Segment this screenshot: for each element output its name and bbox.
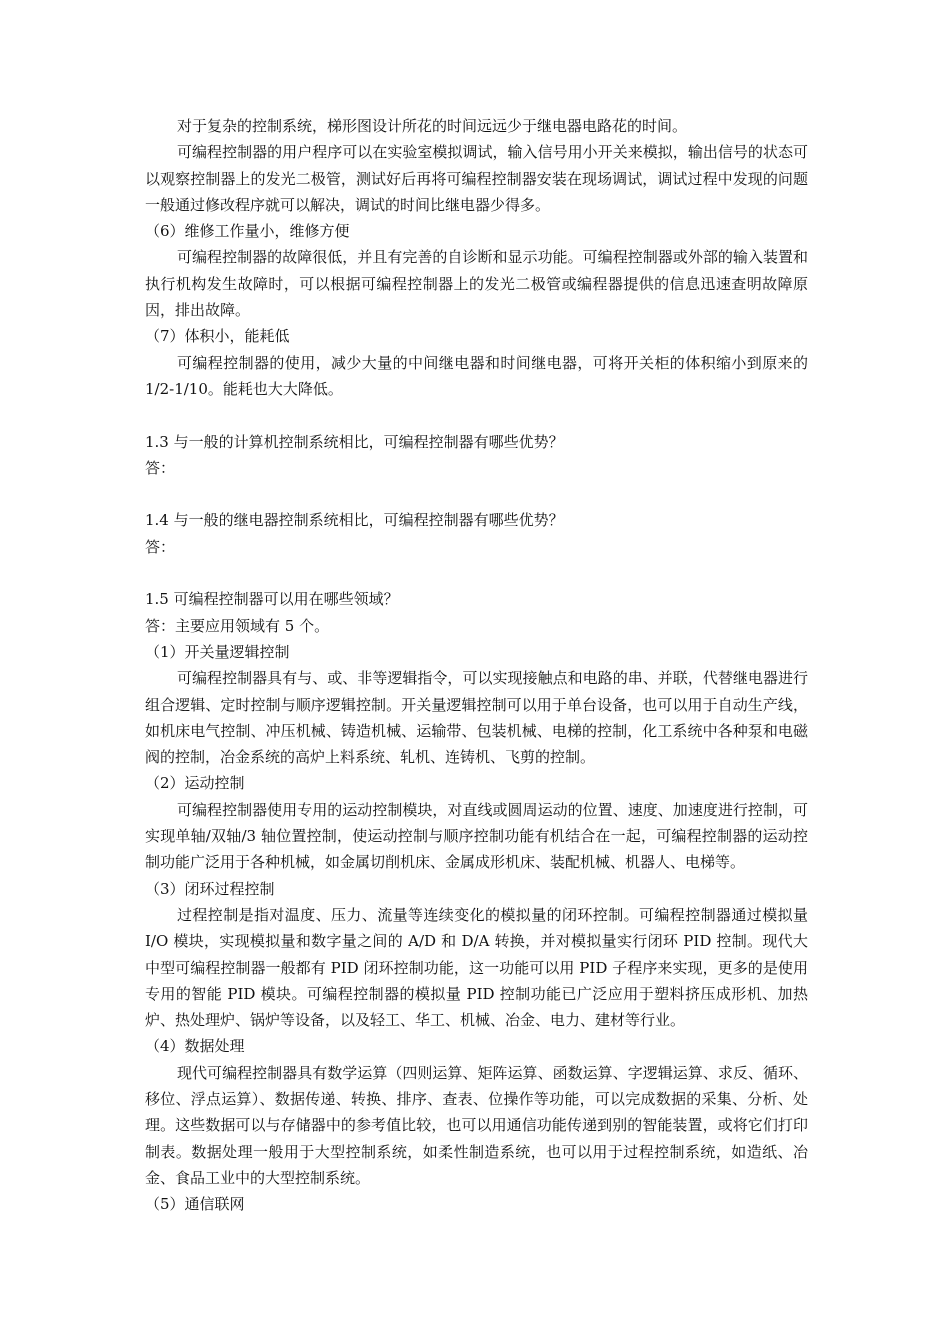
paragraph-logic-control: 可编程控制器具有与、或、非等逻辑指令，可以实现接触点和电路的串、并联，代替继电器进行组合逻辑、定时控制与顺序逻辑控制。开关量逻辑控制可以用于单台设备，也可以用于自动生产线，如机床电气控制、冲压机械、铸造机械、运输带、包装机械、电梯的控制，化工系统中各种泵和电磁阀的控制，冶金系统的高炉上料系统、轧机、连铸机、飞剪的控制。: [145, 669, 808, 767]
paragraph-lab-simulation-debug: 可编程控制器的用户程序可以在实验室模拟调试，输入信号用小开关来模拟，输出信号的状态可以观察控制器上的发光二极管，测试好后再将可编程控制器安装在现场调试，调试过程中发现的问题一般通过修改程序就可以解决，调试的时间比继电器少得多。: [145, 143, 808, 214]
heading-process-control: （3）闭环过程控制: [145, 879, 275, 898]
paragraph-size-reduction: 可编程控制器的使用，减少大量的中间继电器和时间继电器，可将开关柜的体积缩小到原来的 1/2-1/10。能耗也大大降低。: [145, 353, 808, 398]
question-1-5: 1.5 可编程控制器可以用在哪些领域？: [145, 590, 399, 609]
heading-logic-control: （1）开关量逻辑控制: [145, 642, 290, 661]
paragraph-ladder-design-time: 对于复杂的控制系统，梯形图设计所花的时间远远少于继电器电路花的时间。: [177, 117, 688, 135]
blank-line: [145, 481, 808, 507]
blank-line: [145, 402, 808, 428]
document-page: [145, 113, 808, 1217]
paragraph-data-processing: 现代可编程控制器具有数学运算（四则运算、矩阵运算、函数运算、字逻辑运算、求反、循环、移位、浮点运算）、数据传递、转换、排序、查表、位操作等功能，可以完成数据的采集、分析、处理。这些数据可以与存储器中的参考值比较，也可以用通信功能传递到别的智能装置，或将它们打印制表。数据处理一般用于大型控制系统，如柔性制造系统，也可以用于过程控制系统，如造纸、冶金、食品工业中的大型控制系统。: [145, 1063, 808, 1187]
heading-maintenance: （6）维修工作量小，维修方便: [145, 222, 350, 241]
question-1-4: 1.4 与一般的继电器控制系统相比，可编程控制器有哪些优势？: [145, 511, 564, 530]
blank-line: [145, 560, 808, 586]
heading-size-energy: （7）体积小，能耗低: [145, 327, 290, 346]
answer-1-3: 答：: [145, 458, 176, 477]
question-1-3: 1.3 与一般的计算机控制系统相比，可编程控制器有哪些优势？: [145, 432, 564, 451]
paragraph-motion-control: 可编程控制器使用专用的运动控制模块，对直线或圆周运动的位置、速度、加速度进行控制，可实现单轴/双轴/3 轴位置控制，使运动控制与顺序控制功能有机结合在一起，可编程控制器的运动控制功能广泛用于各种机械，如金属切削机床、金属成形机床、装配机械、机器人、电梯等。: [145, 800, 808, 872]
heading-motion-control: （2）运动控制: [145, 774, 245, 793]
paragraph-fault-diagnosis: 可编程控制器的故障很低，并且有完善的自诊断和显示功能。可编程控制器或外部的输入装置和执行机构发生故障时，可以根据可编程控制器上的发光二极管或编程器提供的信息迅速查明故障原因，排出故障。: [145, 248, 808, 320]
heading-communication: （5）通信联网: [145, 1195, 245, 1214]
answer-1-5: 答：主要应用领域有 5 个。: [145, 616, 330, 635]
heading-data-processing: （4）数据处理: [145, 1037, 245, 1056]
answer-1-4: 答：: [145, 537, 176, 556]
paragraph-process-control: 过程控制是指对温度、压力、流量等连续变化的模拟量的闭环控制。可编程控制器通过模拟量 I/O 模块，实现模拟量和数字量之间的 A/D 和 D/A 转换，并对模拟量实行闭环 PID 控制。现代大中型可编程控制器一般都有 PID 闭环控制功能，这一功能可以用 PID 子程序来实现，更多的是使用专用的智能 PID 模块。可编程控制器的模拟量 PID 控制功能已广泛应用于塑料挤压成形机、加热炉、热处理炉、锅炉等设备，以及轻工、华工、机械、冶金、电力、建材等行业。: [145, 905, 808, 1030]
